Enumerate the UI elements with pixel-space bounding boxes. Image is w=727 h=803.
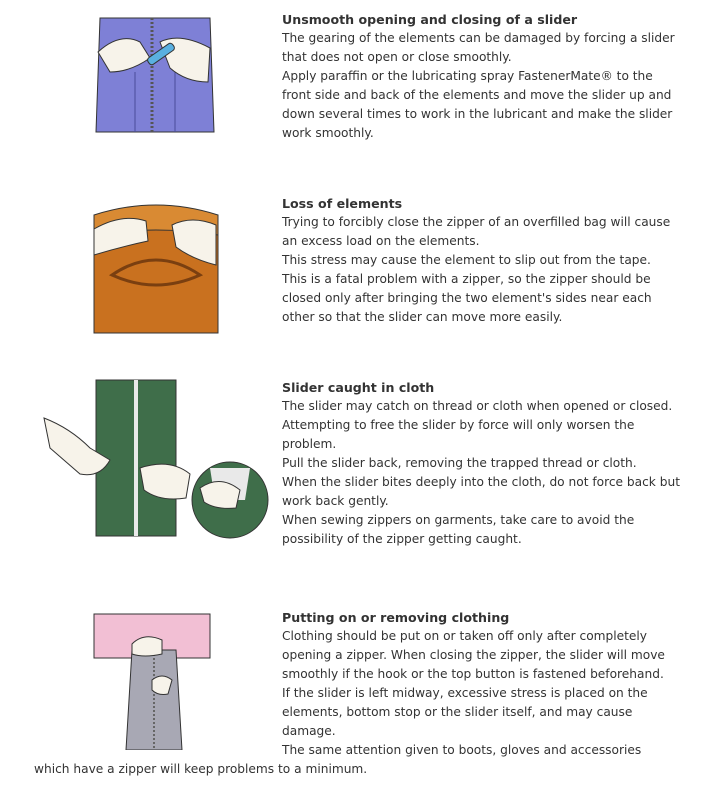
section-paragraph: Attempting to free the slider by force will only worsen the problem. <box>282 418 635 451</box>
lubricate-illustration <box>90 12 218 136</box>
section-title: Putting on or removing clothing <box>282 610 510 625</box>
section-paragraph: The gearing of the elements can be damaged by forcing a slider that does not open or close smoothly. <box>282 31 675 64</box>
section-paragraph: Apply paraffin or the lubricating spray FastenerMate® to the front side and back of the elements and move the slider up and down several times to work in the lubricant and make the slider work smoothly. <box>282 69 673 140</box>
section-title: Slider caught in cloth <box>282 380 435 395</box>
section-paragraph: The same attention given to boots, gloves and accessories <box>282 743 642 757</box>
section-paragraph: The slider may catch on thread or cloth when opened or closed. <box>282 399 673 413</box>
section-paragraph: Trying to forcibly close the zipper of an overfilled bag will cause an excess load on the elements. <box>282 215 671 248</box>
section-title: Loss of elements <box>282 196 403 211</box>
section-paragraph: Clothing should be put on or taken off only after completely opening a zipper. When closing the zipper, the slider will move smoothly if the hook or the top button is fastened beforehand. <box>282 629 665 681</box>
section-continuation: which have a zipper will keep problems to a minimum. <box>34 762 368 776</box>
section-paragraph: When sewing zippers on garments, take care to avoid the possibility of the zipper getting caught. <box>282 513 635 546</box>
section-paragraph: This stress may cause the element to slip out from the tape. <box>282 253 651 267</box>
section-paragraph: If the slider is left midway, excessive stress is placed on the elements, bottom stop or the slider itself, and may cause damage. <box>282 686 648 738</box>
lost-element-illustration <box>92 195 220 335</box>
caught-cloth-illustration <box>40 378 270 540</box>
section-title: Unsmooth opening and closing of a slider <box>282 12 578 27</box>
section-paragraph: Pull the slider back, removing the trapped thread or cloth. <box>282 456 637 470</box>
section-paragraph: This is a fatal problem with a zipper, so the zipper should be closed only after bringing the two element's sides near each other so that the slider can move more easily. <box>282 272 652 324</box>
section-paragraph: When the slider bites deeply into the cloth, do not force back but work back gently. <box>282 475 680 508</box>
clothing-illustration <box>92 610 212 750</box>
